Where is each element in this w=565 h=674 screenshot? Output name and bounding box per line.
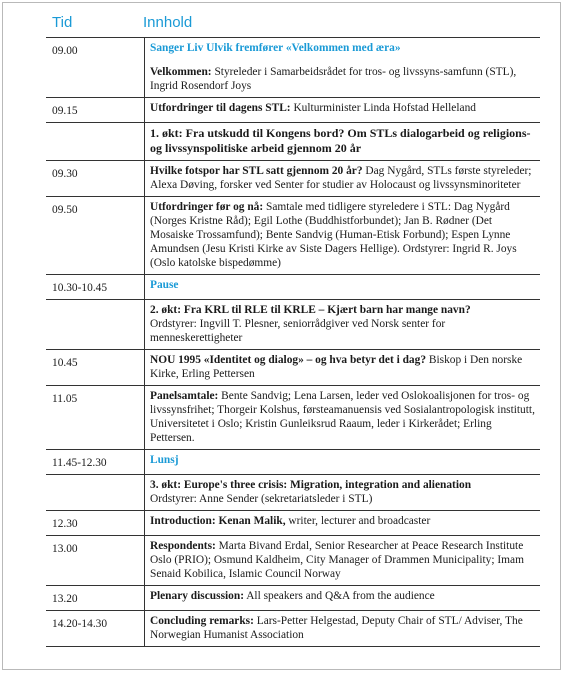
item-title: Concluding remarks: [150, 615, 254, 627]
highlight-text: Lunsj [150, 454, 179, 466]
content-paragraph [150, 200, 536, 270]
content-paragraph [150, 41, 536, 55]
row-time [46, 123, 145, 161]
program-row [46, 386, 540, 450]
item-title: Panelsamtale: [150, 390, 219, 402]
item-details: Samtale med tidligere styreledere i STL: Dag Nygård (Norges Kristne Råd); Egil Lothe (Buddhistforbundet); Jan B. Rødner (Det Mosaiske Trossamfund); Bente Sandvig (Human-Etisk Forbund); Espen Lynne Amundsen (Jesu Kristi Kirke av Siste Dagers Hellige). Ordstyrer: Ingrid R. Joys (Oslo katolske bispedømme) [150, 201, 517, 269]
highlight-text: Sanger Liv Ulvik fremfører «Velkommen med æra» [150, 42, 401, 54]
row-content [145, 38, 541, 98]
item-title: 2. økt: Fra KRL til RLE til KRLE – Kjært barn har mange navn? [150, 304, 471, 316]
content-paragraph [150, 478, 536, 506]
item-details: Lars-Petter Helgestad, Deputy Chair of STL/ Adviser, The Norwegian Humanist Association [150, 615, 523, 641]
program-row [46, 536, 540, 586]
row-content [145, 450, 541, 475]
row-time [46, 475, 145, 511]
content-paragraph [150, 164, 536, 192]
item-title: Plenary discussion: [150, 590, 244, 602]
content-paragraph [150, 278, 536, 292]
item-details: Kulturminister Linda Hofstad Helleland [290, 102, 476, 114]
row-content [145, 611, 541, 647]
program-row [46, 123, 540, 161]
item-title: Respondents: [150, 540, 216, 552]
program-row [46, 275, 540, 300]
item-title: Velkommen: [150, 66, 212, 78]
column-header-time: Tid [52, 14, 73, 31]
column-header-content: Innhold [143, 14, 193, 31]
row-time: 09.00 [46, 38, 145, 98]
item-title: Introduction: Kenan Malik, [150, 515, 286, 527]
content-paragraph [150, 101, 536, 115]
row-time: 10.45 [46, 350, 145, 386]
item-title: Utfordringer til dagens STL: [150, 102, 291, 114]
item-details: writer, lecturer and broadcaster [285, 515, 431, 527]
program-row [46, 475, 540, 511]
row-content [145, 586, 541, 611]
row-time: 10.30-10.45 [46, 275, 145, 300]
program-table [46, 37, 540, 647]
row-time: 09.15 [46, 98, 145, 123]
row-content [145, 511, 541, 536]
item-details: Styreleder i Samarbeidsrådet for tros- og livssyns-samfunn (STL), Ingrid Rosendorf Joys [150, 66, 517, 92]
row-content [145, 536, 541, 586]
row-content [145, 123, 541, 161]
row-content [145, 98, 541, 123]
content-paragraph [150, 65, 536, 93]
program-row [46, 98, 540, 123]
program-row [46, 197, 540, 275]
item-details: Bente Sandvig; Lena Larsen, leder ved Oslokoalisjonen for tros- og livssynsfrihet; Thorgeir Kolshus, førsteamanuensis ved Sosialantropologisk institutt, Universitetet i Oslo; Kristin Gunleiksrud Raaum, leder i Kirkerådet; Erling Pettersen. [150, 390, 535, 444]
row-content [145, 161, 541, 197]
row-time: 13.20 [46, 586, 145, 611]
content-paragraph [150, 389, 536, 445]
row-content [145, 386, 541, 450]
program-row [46, 586, 540, 611]
program-row [46, 611, 540, 647]
program-row [46, 300, 540, 350]
item-details: Biskop i Den norske Kirke, Erling Pettersen [150, 354, 523, 380]
program-row [46, 450, 540, 475]
row-time: 09.30 [46, 161, 145, 197]
program-row [46, 38, 540, 98]
item-details: Ordstyrer: Anne Sender (sekretariatsleder i STL) [150, 493, 373, 505]
row-content [145, 275, 541, 300]
content-paragraph [150, 453, 536, 467]
content-paragraph [150, 303, 536, 345]
item-title: Hvilke fotspor har STL satt gjennom 20 år? [150, 165, 363, 177]
row-content [145, 300, 541, 350]
session-title: 1. økt: Fra utskudd til Kongens bord? Om STLs dialogarbeid og religions- og livssynspolitiske arbeid gjennom 20 år [150, 126, 531, 155]
item-details: Marta Bivand Erdal, Senior Researcher at Peace Research Institute Oslo (PRIO); Osmund Kaldheim, City Manager of Drammen Municipality; Imam Senaid Kobilica, Islamic Council Norway [150, 540, 524, 580]
row-content [145, 475, 541, 511]
item-details: Dag Nygård, STLs første styreleder; Alexa Døving, forsker ved Senter for studier av Holocaust og livssynsminoriteter [150, 165, 532, 191]
highlight-text: Pause [150, 279, 179, 291]
row-time: 09.50 [46, 197, 145, 275]
item-title: 3. økt: Europe's three crisis: Migration, integration and alienation [150, 479, 472, 491]
content-paragraph [150, 539, 536, 581]
row-time: 11.05 [46, 386, 145, 450]
content-paragraph [150, 126, 536, 156]
row-time: 11.45-12.30 [46, 450, 145, 475]
row-content [145, 350, 541, 386]
content-paragraph [150, 514, 536, 528]
program-row [46, 350, 540, 386]
item-details: Ordstyrer: Ingvill T. Plesner, seniorrådgiver ved Norsk senter for menneskerettigheter [150, 318, 446, 344]
content-paragraph [150, 589, 536, 603]
row-time: 13.00 [46, 536, 145, 586]
row-content [145, 197, 541, 275]
program-row [46, 511, 540, 536]
item-title: NOU 1995 «Identitet og dialog» – og hva betyr det i dag? [150, 354, 427, 366]
row-time [46, 300, 145, 350]
content-paragraph [150, 353, 536, 381]
row-time: 12.30 [46, 511, 145, 536]
item-title: Utfordringer før og nå: [150, 201, 264, 213]
program-row [46, 161, 540, 197]
content-paragraph [150, 614, 536, 642]
item-details: All speakers and Q&A from the audience [243, 590, 435, 602]
row-time: 14.20-14.30 [46, 611, 145, 647]
